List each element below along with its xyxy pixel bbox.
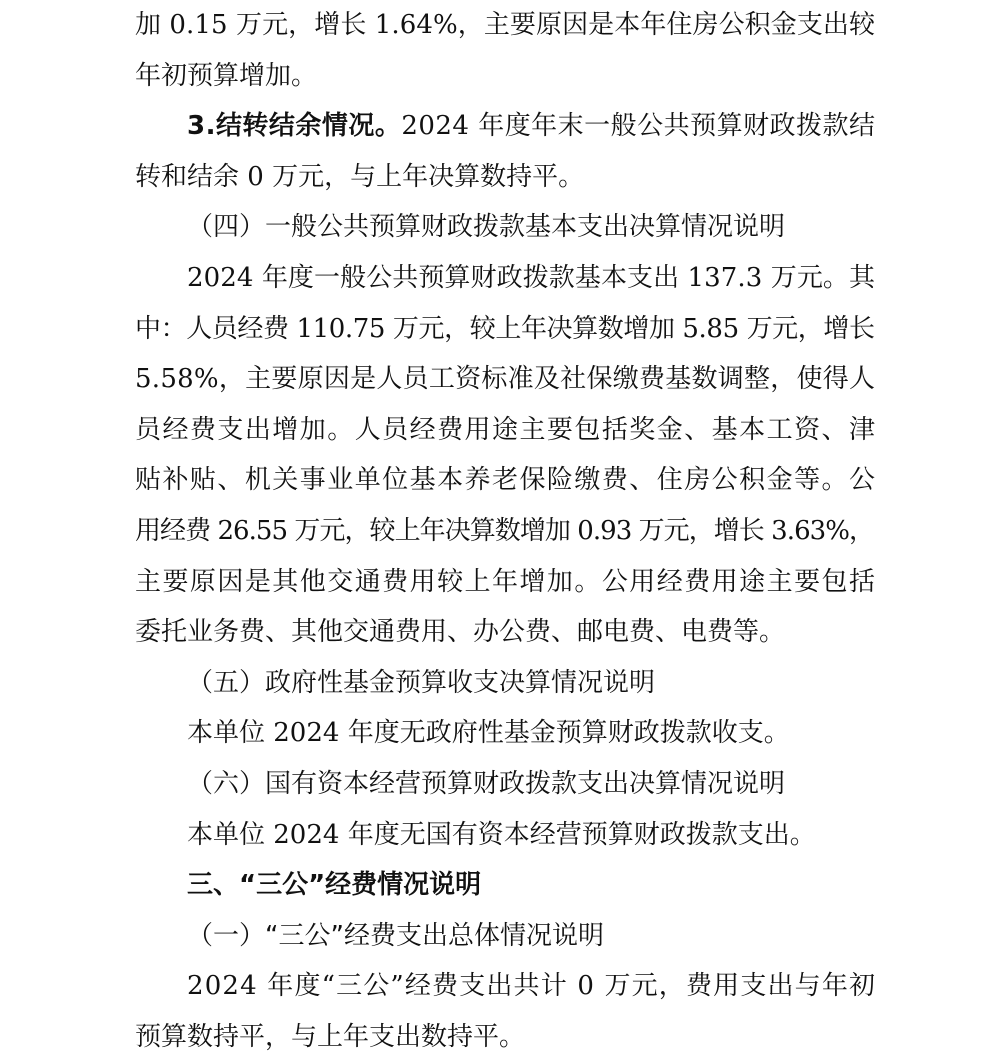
text-line: 加 0.15 万元，增长 1.64%，主要原因是本年住房公积金支出较 [135,10,876,40]
text-line: 2024 年度年末一般公共预算财政拨款结 [401,111,876,142]
text-line: 委托业务费、其他交通费用、办公费、邮电费、电费等。 [135,617,786,648]
paragraph-line [135,506,875,557]
heading-text: 三、“三公”经费情况说明 [187,870,482,901]
text-line: 2024 年度一般公共预算财政拨款基本支出 137.3 万元。其 [187,262,876,293]
paragraph-line [135,607,875,658]
text-line: 员经费支出增加。人员经费用途主要包括奖金、基本工资、津 [135,414,877,445]
section-heading [135,911,875,962]
paragraph-line [135,405,875,456]
paragraph-line [135,1012,875,1062]
paragraph-line [135,253,875,304]
paragraph-line [135,0,875,51]
text-line: 用经费 26.55 万元，较上年决算数增加 0.93 万元，增长 3.63%， [135,515,875,546]
text-line: 预算数持平，与上年支出数持平。 [135,1021,526,1052]
document-page [135,0,875,1062]
heading-text: （四）一般公共预算财政拨款基本支出决算情况说明 [187,212,786,243]
text-line: 年初预算增加。 [135,60,318,91]
text-line: 本单位 2024 年度无国有资本经营预算财政拨款支出。 [187,819,816,850]
section-heading [135,759,875,810]
paragraph-line [135,708,875,759]
heading-text: （五）政府性基金预算收支决算情况说明 [187,667,656,698]
text-line: 本单位 2024 年度无政府性基金预算财政拨款收支。 [187,718,790,749]
heading-text: （一）“三公”经费支出总体情况说明 [187,920,604,951]
section-heading [135,658,875,709]
paragraph-line [135,810,875,861]
text-line: 贴补贴、机关事业单位基本养老保险缴费、住房公积金等。公 [135,465,877,496]
bold-label: 3.结转结余情况。 [187,111,402,142]
paragraph-line [135,557,875,608]
paragraph-line [135,51,875,102]
section-title [135,860,875,911]
paragraph-line [135,152,875,203]
text-line: 2024 年度“三公”经费支出共计 0 万元，费用支出与年初 [187,971,877,1002]
heading-text: （六）国有资本经营预算财政拨款支出决算情况说明 [187,768,786,799]
paragraph-line [135,455,875,506]
text-line: 转和结余 0 万元，与上年决算数持平。 [135,161,585,192]
paragraph-text [187,101,876,152]
text-line: 5.58%，主要原因是人员工资标准及社保缴费基数调整，使得人 [135,364,876,395]
section-heading [135,202,875,253]
paragraph-line [135,304,875,355]
text-line: 主要原因是其他交通费用较上年增加。公用经费用途主要包括 [135,566,877,597]
paragraph-line [135,354,875,405]
paragraph-line [135,101,875,152]
text-line: 中：人员经费 110.75 万元，较上年决算数增加 5.85 万元，增长 [135,313,875,344]
paragraph-line [135,961,875,1012]
